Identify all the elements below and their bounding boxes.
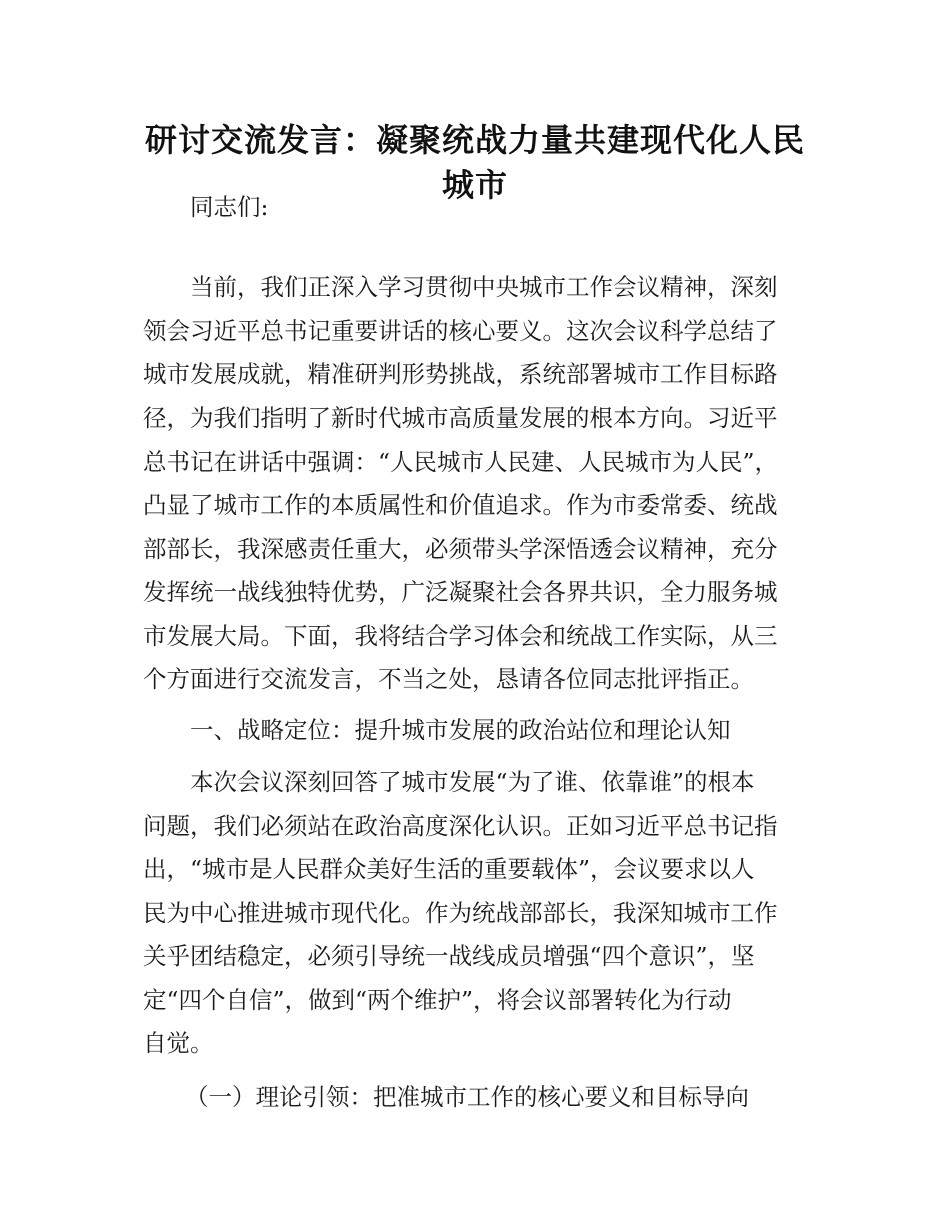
paragraph-line: 凸显了城市工作的本质属性和价值追求。作为市委常委、统战 [143, 491, 778, 519]
paragraph-line: 民为中心推进城市现代化。作为统战部部长，我深知城市工作 [143, 899, 778, 927]
paragraph-line: 出，“城市是人民群众美好生活的重要载体”，会议要求以人 [143, 855, 755, 883]
subsection-heading: （一）理论引领：把准城市工作的核心要义和目标导向 [185, 1083, 749, 1111]
document-title-line-1: 研讨交流发言：凝聚统战力量共建现代化人民 [144, 121, 805, 159]
paragraph-line: 问题，我们必须站在政治高度深化认识。正如习近平总书记指 [143, 812, 778, 840]
paragraph-line: 关乎团结稳定，必须引导统一战线成员增强“四个意识”，坚 [143, 942, 755, 970]
section-heading: 一、战略定位：提升城市发展的政治站位和理论认知 [190, 716, 731, 744]
paragraph-line: 总书记在讲话中强调：“人民城市人民建、人民城市为人民”， [143, 448, 779, 476]
paragraph-line: 定“四个自信”，做到“两个维护”，将会议部署转化为行动 [143, 986, 732, 1014]
paragraph-line: 部部长，我深感责任重大，必须带头学深悟透会议精神，充分 [143, 535, 778, 563]
paragraph-line: 径，为我们指明了新时代城市高质量发展的根本方向。习近平 [143, 404, 778, 432]
paragraph-line: 发挥统一战线独特优势，广泛凝聚社会各界共识，全力服务城 [143, 578, 778, 606]
paragraph-line: 领会习近平总书记重要讲话的核心要义。这次会议科学总结了 [143, 317, 778, 345]
document-title-line-2: 城市 [441, 166, 508, 204]
paragraph-line: 城市发展成就，精准研判形势挑战，系统部署城市工作目标路 [143, 360, 778, 388]
paragraph-line: 个方面进行交流发言，不当之处，恳请各位同志批评指正。 [143, 665, 754, 693]
paragraph-line: 本次会议深刻回答了城市发展“为了谁、依靠谁”的根本 [190, 768, 755, 796]
paragraph-line: 市发展大局。下面，我将结合学习体会和统战工作实际，从三 [143, 622, 778, 650]
paragraph-line: 当前，我们正深入学习贯彻中央城市工作会议精神，深刻 [190, 273, 778, 301]
paragraph-line: 自觉。 [143, 1029, 214, 1057]
salutation: 同志们: [190, 193, 269, 221]
